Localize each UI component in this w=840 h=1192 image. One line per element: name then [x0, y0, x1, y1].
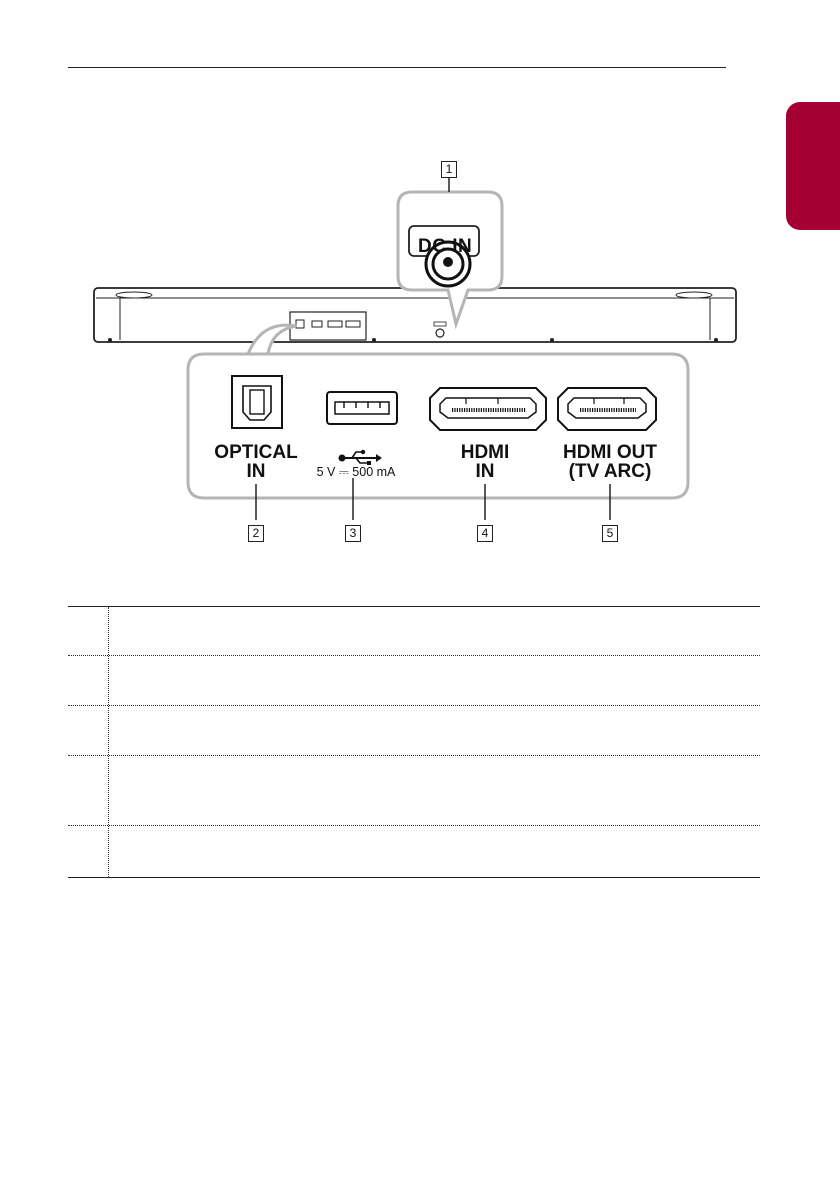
hdmi-out-label-line1: HDMI OUT — [563, 442, 657, 463]
callout-1: 1 — [441, 161, 457, 178]
soundbar-body — [94, 288, 736, 342]
optical-label-line1: OPTICAL — [214, 442, 298, 463]
hdmi-in-label — [425, 443, 545, 481]
callout-3: 3 — [345, 525, 361, 542]
table-row — [68, 756, 760, 826]
dc-in-label: DC IN — [418, 236, 473, 257]
optical-port-icon — [232, 376, 282, 428]
hdmi-out-port-icon — [558, 388, 656, 430]
callout-5: 5 — [602, 525, 618, 542]
hdmi-in-label-line2: IN — [475, 461, 495, 482]
optical-label-line2: IN — [246, 461, 266, 482]
usb-rating-label: 5 V ⎓ 500 mA — [316, 465, 396, 479]
callout-2: 2 — [248, 525, 264, 542]
table-row — [68, 706, 760, 756]
table-row — [68, 656, 760, 706]
hdmi-in-label-line1: HDMI — [460, 442, 510, 463]
hdmi-out-label — [540, 443, 680, 481]
table-row — [68, 826, 760, 878]
usb-port-icon — [327, 392, 397, 424]
hdmi-out-label-line2: (TV ARC) — [568, 461, 652, 482]
hdmi-in-port-icon — [430, 388, 546, 430]
callout-4: 4 — [477, 525, 493, 542]
table-row — [68, 606, 760, 656]
description-table — [68, 606, 760, 878]
